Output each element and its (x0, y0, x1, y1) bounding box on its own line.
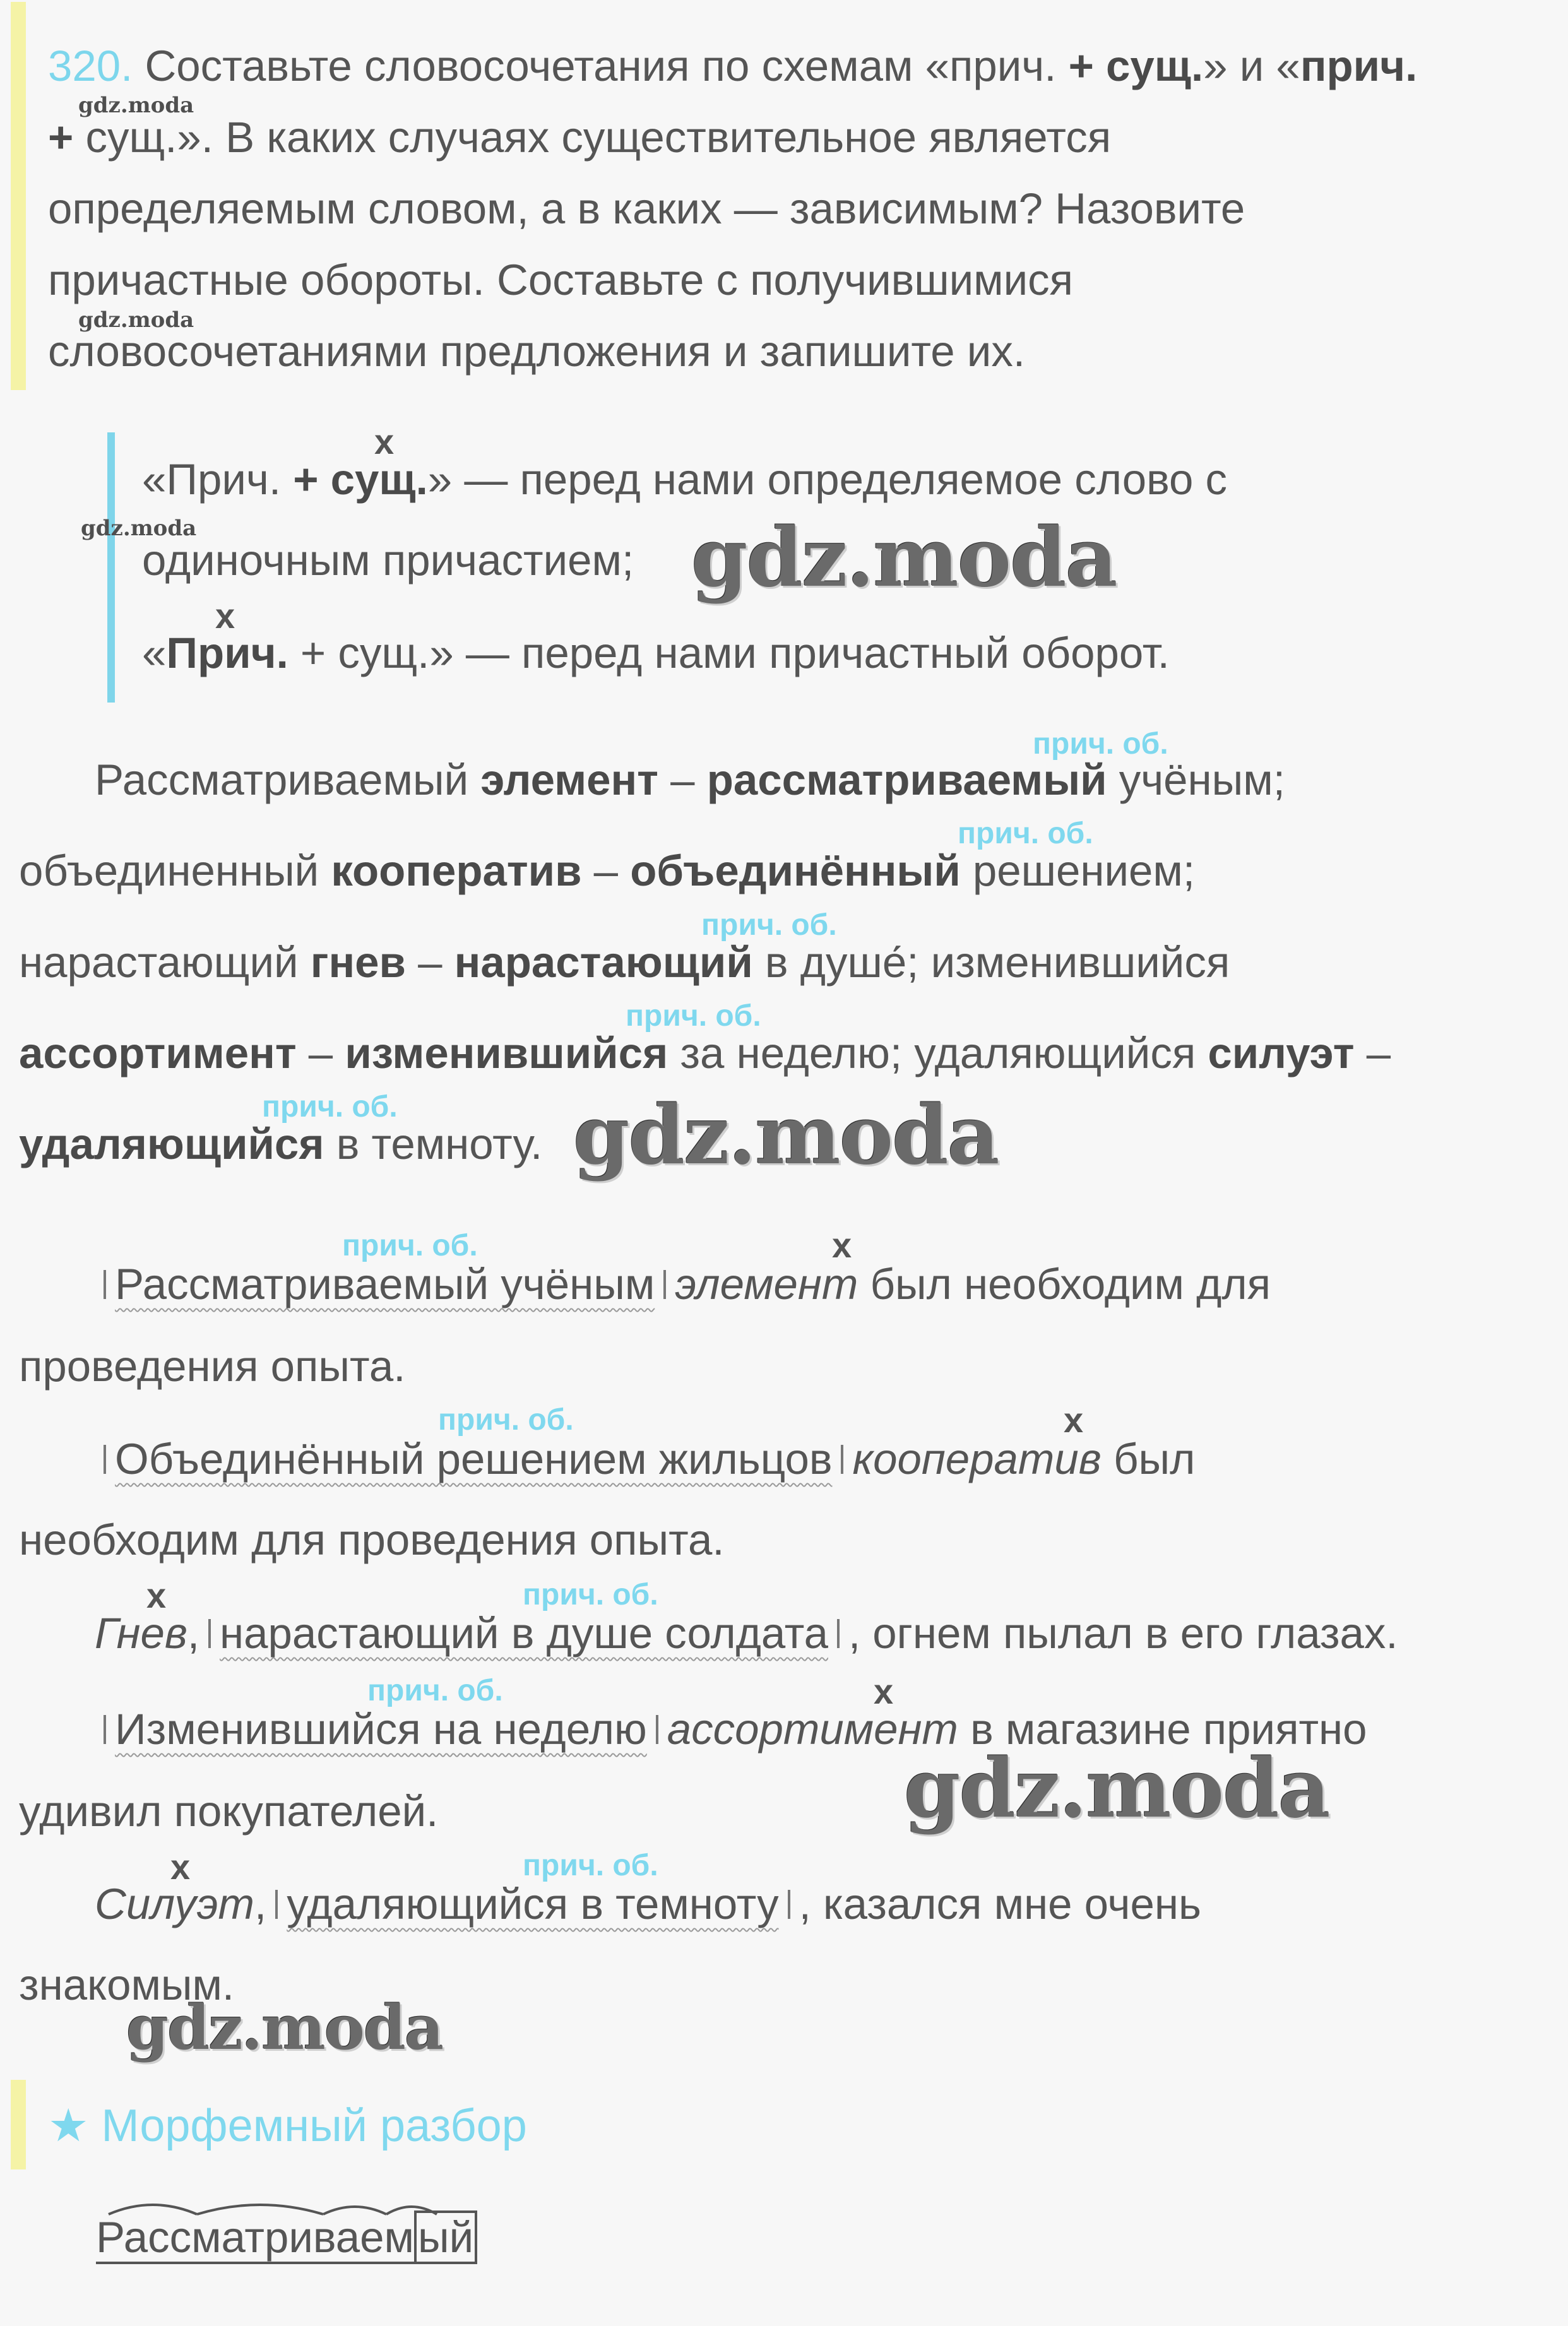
phrase-boundary (841, 1445, 843, 1474)
task-line-1-d: прич. (1300, 42, 1418, 90)
participle-phrase-label: прич. об. (438, 1403, 574, 1437)
participle-phrase-label: прич. об. (523, 1849, 658, 1882)
p4-f: – (1354, 1029, 1391, 1077)
participle-phrase-label: прич. об. (958, 817, 1093, 850)
task-highlight-bar (11, 2, 26, 390)
task-number: 320. (48, 42, 133, 90)
phrase-boundary (104, 1445, 106, 1474)
s1-phrase: Рассматриваемый учёным (115, 1260, 655, 1308)
watermark-2: gdz.moda (573, 1088, 999, 1183)
s5-phrase: удаляющийся в темноту (287, 1880, 779, 1928)
morpheme-highlight-bar (11, 2080, 26, 2169)
explanation-bar (107, 432, 115, 703)
word-stem: Рассматриваем (96, 2213, 414, 2264)
task-line-1-a: Составьте словосочетания по схемам «прич. (133, 42, 1069, 90)
sentence-2-line-1 (95, 1434, 1195, 1484)
s5-noun: Силуэт (95, 1880, 255, 1928)
p2-d: объединённый (630, 846, 961, 895)
phrase-boundary (208, 1619, 211, 1648)
phrase-boundary (837, 1619, 840, 1648)
morpheme-word (96, 2212, 477, 2262)
sentence-5-line-1 (95, 1879, 1201, 1929)
phrase-boundary (656, 1715, 658, 1744)
task-line-1-b: + сущ. (1068, 42, 1204, 90)
exp-l1-c: » — перед нами определяемое слово с (427, 455, 1228, 504)
task-line-5: словосочетаниями предложения и запишите их. (48, 327, 1026, 376)
p3-c: – (405, 938, 454, 987)
task-line-3: определяемым словом, а в каких — зависимым? Назовите (48, 184, 1245, 233)
participle-phrase-label: прич. об. (626, 999, 761, 1033)
sentence-2-line-2: необходим для проведения опыта. (19, 1516, 725, 1564)
p3-b: гнев (310, 938, 406, 987)
participle-phrase-label: прич. об. (367, 1674, 503, 1707)
s3-noun: Гнев (95, 1609, 187, 1658)
participle-phrase-label: прич. об. (342, 1229, 478, 1262)
p2-c: – (581, 846, 631, 895)
p4-b: – (296, 1029, 345, 1077)
phrase-boundary (275, 1890, 278, 1919)
task-line-2-a: + (48, 113, 86, 162)
exp-l3-c: + сущ.» — перед нами причастный оборот. (288, 629, 1170, 677)
watermark-4: gdz.moda (126, 1992, 443, 2063)
s4-noun: ассортимент (667, 1705, 958, 1753)
p4-d: за неделю; удаляющийся (668, 1029, 1208, 1077)
s4-phrase: Изменившийся на неделю (115, 1705, 647, 1753)
watermark-small-2: gdz.moda (78, 307, 194, 333)
phrase-boundary (663, 1270, 666, 1299)
s2-rest: был (1101, 1435, 1196, 1483)
task-line-1 (48, 30, 1550, 102)
pair-line-3 (19, 937, 1230, 987)
phrase-boundary (104, 1270, 106, 1299)
participle-phrase-label: прич. об. (701, 908, 837, 942)
s1-rest: был необходим для (858, 1260, 1271, 1308)
sentence-1-line-1 (95, 1259, 1271, 1309)
p4-c: изменившийся (345, 1029, 668, 1077)
explanation-line-2: одиночным причастием; (142, 536, 634, 584)
exp-l1-a: «Прич. (142, 455, 294, 504)
participle-phrase-label: прич. об. (262, 1090, 398, 1124)
pair-line-2 (19, 846, 1195, 896)
p2-a: объединенный (19, 846, 331, 895)
s3-comma: , (187, 1609, 200, 1658)
x-mark: x (1064, 1400, 1084, 1440)
p5-b: в темноту. (324, 1120, 543, 1168)
task-line-4: причастные обороты. Составьте с получившимися (48, 256, 1074, 304)
s2-phrase: Объединённый решением жильцов (115, 1435, 833, 1483)
x-mark: x (170, 1847, 191, 1887)
pair-line-5 (19, 1119, 542, 1169)
pair-line-4 (19, 1028, 1391, 1078)
morpheme-heading-label: Морфемный разбор (88, 2101, 527, 2151)
p1-d: рассматриваемый (706, 756, 1107, 804)
task-text (48, 30, 1550, 387)
p3-d: нарастающий (454, 938, 753, 987)
s5-comma: , (254, 1880, 267, 1928)
exp-l1-b: + сущ. (293, 455, 428, 504)
p1-b: элемент (480, 756, 658, 804)
explanation-line-1 (142, 454, 1227, 504)
x-mark: x (215, 596, 235, 636)
participle-phrase-label: прич. об. (523, 1578, 658, 1611)
p3-e: в душе́; изменившийся (752, 938, 1230, 987)
watermark-3: gdz.moda (904, 1742, 1329, 1836)
p2-b: кооператив (331, 846, 582, 895)
p4-a: ассортимент (19, 1029, 297, 1077)
x-mark: x (874, 1671, 894, 1711)
s3-rest: , огнем пылал в его глазах. (848, 1609, 1398, 1658)
p3-a: нарастающий (19, 938, 311, 987)
x-mark: x (146, 1575, 167, 1615)
watermark-small-1: gdz.moda (78, 93, 194, 118)
task-line-1-c: » и « (1203, 42, 1300, 90)
s4-rest: в магазине приятно (958, 1705, 1367, 1753)
p1-e: учёным; (1107, 756, 1285, 804)
x-mark: x (832, 1225, 852, 1265)
p5-a: удаляющийся (19, 1120, 324, 1168)
s1-noun: элемент (675, 1260, 858, 1308)
watermark-1: gdz.moda (691, 511, 1117, 605)
s5-rest: , казался мне очень (799, 1880, 1201, 1928)
morpheme-heading[interactable] (48, 2099, 527, 2152)
exp-l3-b: Прич. (166, 629, 288, 677)
sentence-3 (95, 1608, 1398, 1658)
exp-l3-a: « (142, 629, 167, 677)
pair-line-1 (95, 755, 1285, 805)
p4-e: силуэт (1208, 1029, 1355, 1077)
s3-phrase: нарастающий в душе солдата (220, 1609, 828, 1658)
phrase-boundary (788, 1890, 790, 1919)
task-line-2-b: сущ.». В каких случаях существительное является (85, 113, 1112, 162)
p1-c: – (658, 756, 707, 804)
star-icon: ★ (48, 2101, 89, 2151)
participle-phrase-label: прич. об. (1033, 727, 1168, 761)
x-mark: x (374, 422, 395, 461)
s2-noun: кооператив (852, 1435, 1102, 1483)
sentence-1-line-2: проведения опыта. (19, 1342, 406, 1391)
watermark-small-3: gdz.moda (81, 516, 197, 541)
task-line-2 (48, 102, 1550, 173)
p2-e: решением; (960, 846, 1196, 895)
word-ending: ый (414, 2210, 477, 2264)
explanation-line-3 (142, 628, 1170, 678)
sentence-5-line-2: знакомым. (19, 1961, 235, 2009)
sentence-4-line-2: удивил покупателей. (19, 1787, 439, 1836)
phrase-boundary (104, 1715, 106, 1744)
p1-a: Рассматриваемый (95, 756, 481, 804)
